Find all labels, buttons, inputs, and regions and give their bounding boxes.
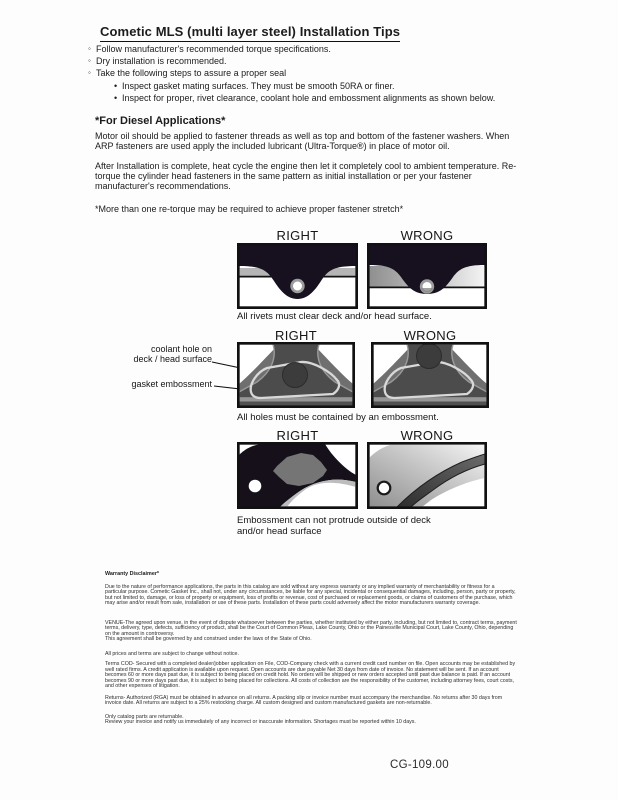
diagram-protrusion-wrong — [367, 442, 487, 509]
coolant-hole — [283, 363, 308, 388]
list-item-label: Inspect gasket mating surfaces. They must be smooth 50RA or finer. — [122, 80, 395, 91]
coolant-hole — [417, 344, 442, 369]
row2-wrong-label: WRONG — [403, 328, 457, 343]
bolt-hole — [378, 482, 391, 495]
legal-paragraph: This agreement shall be governed by and construed under the laws of the State of Ohio. — [105, 636, 312, 642]
list-item — [88, 43, 528, 55]
list-item-label: Take the following steps to assure a proper seal — [96, 68, 287, 79]
legal-paragraph: Terms COD- Secured with a completed dealer/jobber application on File, COD-Company check with a current credit card number on file. Open accounts may be established by well rated firms. A credit application is available upon request. Open accounts are due payable Net 30 days from date of invoice. No statement will be sent. If an account becomes 60 or more days past due, it is subject to being placed on credit hold. No orders will be shipped or new orders accepted until past due balance is paid. If an account becomes 90 or more days past due, it is subject to being placed for collections. All costs of collection are the responsibility of the customer, including attorney fees, court costs, and other expenses of litigation. — [105, 661, 516, 689]
row3-caption: Embossment can not protrude outside of deck and/or head surface — [237, 515, 431, 537]
list-subitem — [114, 92, 528, 104]
row1-caption: All rivets must clear deck and/or head surface. — [237, 311, 432, 322]
annotation-coolant-hole: coolant hole on deck / head surface — [133, 344, 212, 364]
list-item-label: Inspect for proper, rivet clearance, coolant hole and embossment alignments as shown below. — [122, 92, 496, 103]
legal-paragraph: Returns- Authorized (RGA) must be obtained in advance on all returns. A packing slip or invoice number must accompany the merchandise. No returns after 30 days from invoice date. All returns are subject to a 25% restocking charge. All custom designed and custom manufactured gaskets are non-returnable. — [105, 694, 503, 706]
filled-bullet-icon: • — [114, 92, 118, 103]
diagram-rivet-right — [237, 243, 358, 309]
document-number: CG-109.00 — [390, 759, 449, 771]
row3-wrong-label: WRONG — [400, 428, 454, 443]
row1-right-label: RIGHT — [276, 228, 319, 243]
row2-caption: All holes must be contained by an embossment. — [237, 412, 439, 423]
legal-paragraph: All prices and terms are subject to change without notice. — [105, 650, 239, 657]
open-bullet-icon: ◦ — [88, 56, 91, 66]
diagram-rivet-wrong — [367, 243, 487, 309]
diesel-paragraph-1: Motor oil should be applied to fastener threads as well as top and bottom of the fastener washers. When ARP fasteners are used apply the included lubricant (Ultra-Torque®) in place of motor oil. — [95, 131, 510, 152]
legal-paragraph: Review your invoice and notify us immediately of any incorrect or inaccurate information. Shortages must be reported within 10 days. — [105, 719, 416, 725]
installation-tips-list — [88, 43, 528, 104]
open-bullet-icon: ◦ — [88, 44, 91, 53]
list-item-label: Dry installation is recommended. — [96, 56, 227, 67]
warranty-heading: Warranty Disclaimer* — [105, 571, 160, 577]
list-subitem — [114, 80, 528, 92]
legal-paragraph: VENUE-The agreed upon venue, in the event of dispute whatsoever between the parties, whether instituted by either party, including, but not limited to, contract terms, payment terms, delivery, type, defects, sufficiency of product, shall be the Court of Common Pleas, Lake County, Ohio or the Painesville Municipal Court, Lake County, Ohio, depending on the amount in controversy. — [105, 619, 517, 637]
filled-bullet-icon: • — [114, 80, 118, 91]
open-bullet-icon: ◦ — [88, 68, 91, 78]
list-item-label: Follow manufacturer's recommended torque specifications. — [96, 44, 331, 54]
legal-paragraph: Only catalog parts are returnable. — [105, 713, 184, 720]
annotation-gasket-embossment: gasket embossment — [131, 379, 212, 389]
diagram-protrusion-right — [237, 442, 358, 509]
list-item — [88, 67, 528, 79]
diesel-applications-heading: *For Diesel Applications* — [95, 115, 226, 127]
legal-paragraph: Due to the nature of performance applications, the parts in this catalog are sold without any express warranty or any implied warranty of merchantability or fitness for a particular purpose. Cometic Gasket Inc., shall not, under any circumstances, be liable for any special, incidental or consequential damages, including, person, party or property, but not limited to, damage, or loss of property or equipment, loss of profits or revenue, cost of purchased or replacement goods, or claims of customers of the purchase, which may arise and/or result from sale, installation or use of these parts. Installation of these parts could adversely affect the motor manufacturers warranty coverage. — [105, 583, 516, 606]
list-item — [88, 55, 528, 67]
row2-right-label: RIGHT — [275, 328, 317, 343]
retorque-note: *More than one re-torque may be required to achieve proper fastener stretch* — [95, 204, 404, 214]
row3-right-label: RIGHT — [276, 428, 319, 443]
row1-wrong-label: WRONG — [400, 228, 454, 243]
diesel-paragraph-2: After Installation is complete, heat cycle the engine then let it completely cool to ambient temperature. Re-torque the cylinder head fasteners in the same pattern as initial installation or per your fastener manufacturer's recommendations. — [95, 161, 517, 192]
bolt-hole — [249, 480, 262, 493]
warranty-disclaimer-block — [105, 572, 517, 726]
page-title: Cometic MLS (multi layer steel) Installation Tips — [100, 24, 400, 42]
diagram-embossment-right — [237, 342, 355, 408]
diagram-embossment-wrong — [371, 342, 489, 408]
